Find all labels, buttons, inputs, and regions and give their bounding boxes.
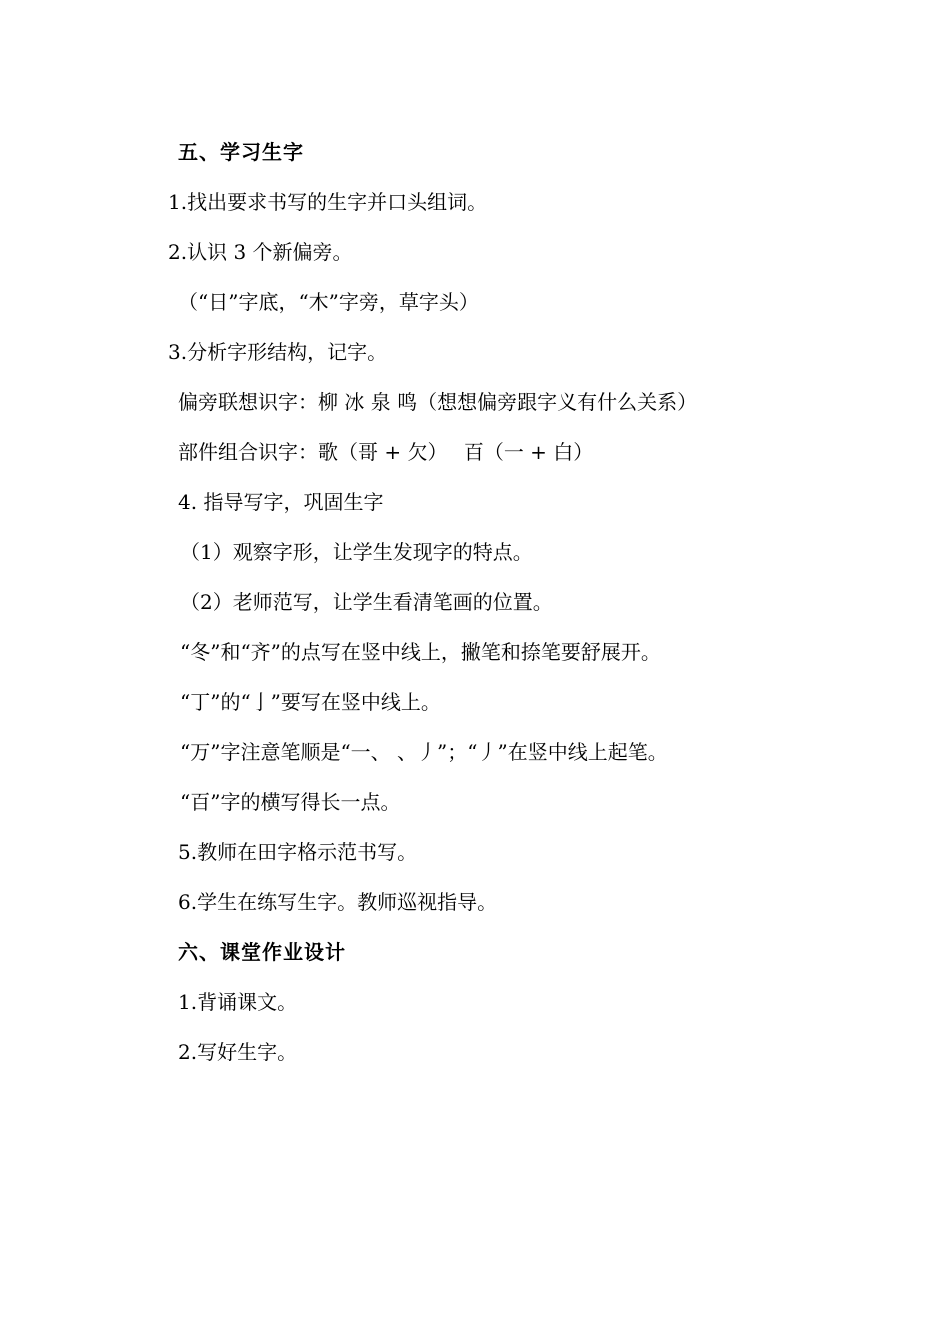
radical-association-line: 偏旁联想识字：柳 冰 泉 鸣（想想偏旁跟字义有什么关系） (178, 390, 698, 414)
note-ding: “丁”的“亅”要写在竖中线上。 (180, 690, 441, 714)
section-six-heading: 六、课堂作业设计 (178, 940, 346, 964)
note-wan: “万”字注意笔顺是“一、 、丿”；“丿”在竖中线上起笔。 (180, 740, 668, 764)
section-six-item-1: 1.背诵课文。 (178, 990, 298, 1014)
note-bai: “百”字的横写得长一点。 (180, 790, 401, 814)
section-five-item-1: 1.找出要求书写的生字并口头组词。 (168, 190, 488, 214)
section-five-item-4: 4. 指导写字，巩固生字 (178, 490, 384, 514)
section-five-item-2-note: （“日”字底，“木”字旁，草字头） (178, 290, 479, 314)
section-five-item-5: 5.教师在田字格示范书写。 (178, 840, 418, 864)
section-five-item-6: 6.学生在练写生字。教师巡视指导。 (178, 890, 498, 914)
section-five-item-3: 3.分析字形结构，记字。 (168, 340, 388, 364)
section-six-item-2: 2.写好生字。 (178, 1040, 298, 1064)
component-combination-line: 部件组合识字：歌（哥 + 欠） 百（一 + 白） (178, 440, 594, 464)
section-five-heading: 五、学习生字 (178, 140, 304, 164)
section-five-item-2: 2.认识 3 个新偏旁。 (168, 240, 353, 264)
item-4-sub-2: （2）老师范写，让学生看清笔画的位置。 (180, 590, 553, 614)
note-dong-qi: “冬”和“齐”的点写在竖中线上，撇笔和捺笔要舒展开。 (180, 640, 661, 664)
item-4-sub-1: （1）观察字形，让学生发现字的特点。 (180, 540, 533, 564)
